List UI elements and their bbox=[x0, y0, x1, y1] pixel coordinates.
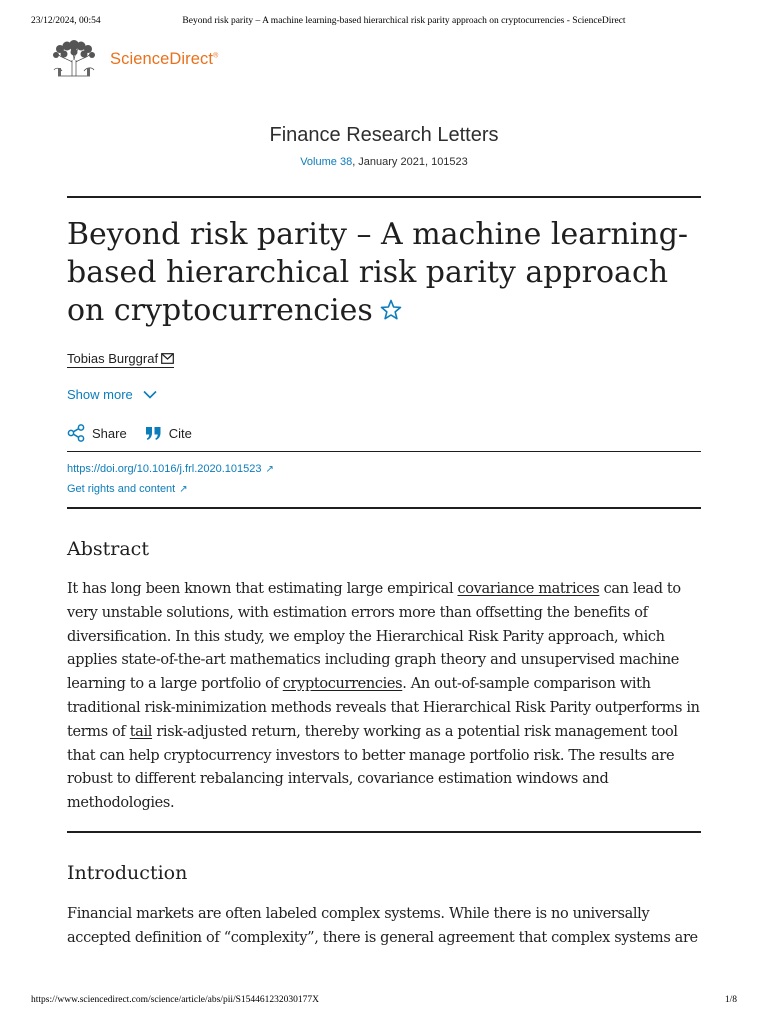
print-page-number: 1/8 bbox=[724, 995, 737, 1005]
chevron-down-icon bbox=[143, 390, 157, 399]
divider bbox=[67, 451, 701, 452]
external-link-icon: ↗ bbox=[179, 484, 188, 495]
article-actions bbox=[67, 424, 210, 442]
share-button[interactable] bbox=[67, 424, 127, 442]
share-label: Share bbox=[92, 425, 127, 441]
introduction-heading: Introduction bbox=[67, 862, 188, 884]
show-more-label: Show more bbox=[67, 387, 133, 402]
elsevier-tree-icon bbox=[50, 40, 98, 78]
star-icon[interactable] bbox=[379, 298, 403, 322]
article-title bbox=[67, 216, 707, 330]
abstract-heading: Abstract bbox=[67, 538, 149, 560]
abstract-text bbox=[67, 578, 703, 816]
sciencedirect-logo[interactable] bbox=[50, 40, 218, 78]
cite-label: Cite bbox=[168, 425, 192, 441]
doi-text: https://doi.org/10.1016/j.frl.2020.101523 bbox=[67, 463, 262, 475]
print-footer bbox=[31, 995, 737, 1009]
journal-title[interactable]: Finance Research Letters bbox=[269, 124, 499, 146]
print-url: https://www.sciencedirect.com/science/article/abs/pii/S154461232030177X bbox=[31, 995, 320, 1005]
author-name: Tobias Burggraf bbox=[67, 351, 159, 366]
external-link-icon: ↗ bbox=[265, 464, 274, 475]
abstract-text-part: can lead to very unstable solutions, with estimation errors more than offsetting the benefits of diversification. In this study, we employ the Hierarchical Risk Parity approach, which applies state-of-the-art mathematics including graph theory and unsupervised machine learning to a large portfolio of bbox=[67, 581, 681, 693]
cryptocurrencies-link[interactable]: cryptocurrencies bbox=[282, 676, 403, 693]
divider bbox=[67, 507, 701, 509]
print-timestamp: 23/12/2024, 00:54 bbox=[31, 16, 101, 26]
author-link[interactable] bbox=[67, 351, 174, 368]
issue-info: , January 2021, 101523 bbox=[352, 156, 468, 168]
share-icon bbox=[67, 424, 85, 442]
print-page-title: Beyond risk parity – A machine learning-based hierarchical risk parity approach on cryptocurrencies - ScienceDirect bbox=[182, 16, 626, 26]
divider bbox=[67, 831, 701, 833]
brand-name: ScienceDirect® bbox=[110, 49, 219, 68]
introduction-text: Financial markets are often labeled complex systems. While there is no universally accepted definition of “complexity”, there is general agreement that complex systems are bbox=[67, 906, 698, 946]
abstract-text-part: . An out-of-sample comparison with traditional risk-minimization methods reveals that Hierarchical Risk Parity outperforms in terms of bbox=[67, 676, 700, 740]
tail-link[interactable]: tail bbox=[129, 723, 153, 740]
volume-line bbox=[0, 156, 768, 168]
article-title-text: Beyond risk parity – A machine learning-based hierarchical risk parity approach on cryptocurrencies bbox=[67, 217, 689, 328]
envelope-icon bbox=[161, 353, 174, 364]
divider bbox=[67, 196, 701, 198]
quote-icon bbox=[145, 426, 162, 441]
cite-button[interactable] bbox=[145, 426, 192, 441]
show-more-button[interactable] bbox=[67, 387, 157, 402]
rights-link[interactable] bbox=[67, 483, 188, 495]
abstract-text-part: It has long been known that estimating large empirical bbox=[67, 581, 458, 597]
volume-link[interactable]: Volume 38 bbox=[300, 156, 353, 168]
abstract-text-part: risk-adjusted return, thereby working as a potential risk management tool that can help cryptocurrency investors to better manage portfolio risk. The results are robust to different rebalancing intervals, covariance estimation windows and methodologies. bbox=[67, 723, 678, 812]
rights-text: Get rights and content bbox=[67, 483, 176, 495]
print-header bbox=[31, 16, 737, 30]
doi-link[interactable] bbox=[67, 463, 274, 475]
covariance-link[interactable]: covariance matrices bbox=[457, 581, 600, 597]
